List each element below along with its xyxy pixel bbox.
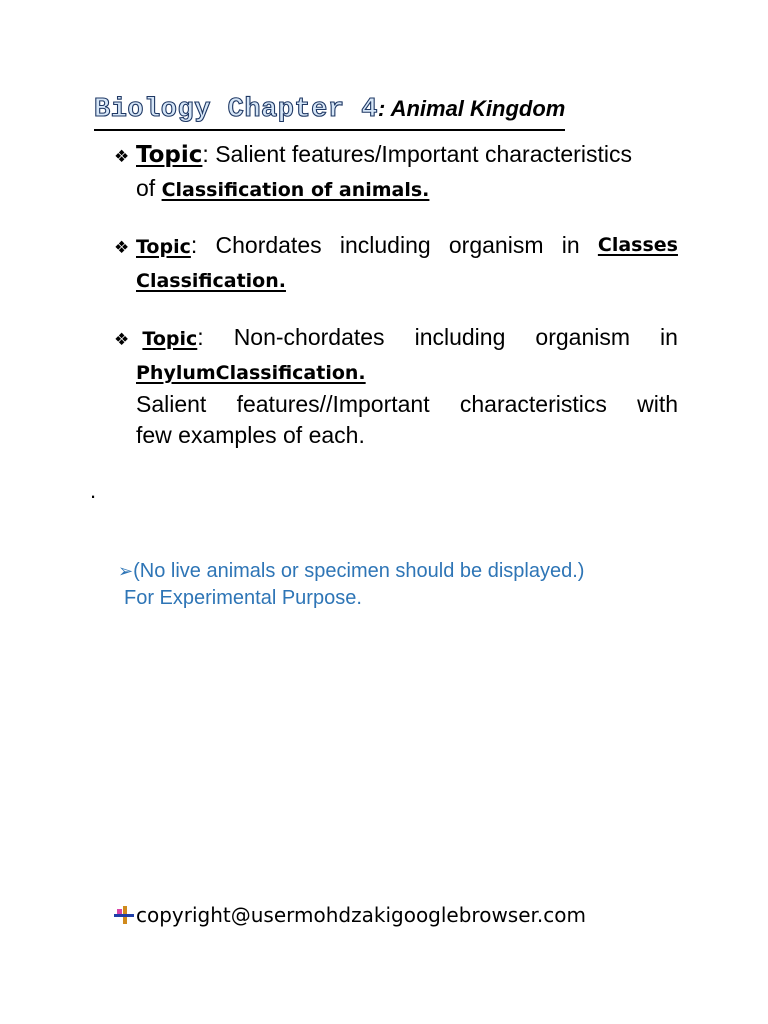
copyright-footer bbox=[114, 900, 586, 930]
topic-word: organism bbox=[448, 232, 544, 258]
topic-word: including bbox=[339, 232, 431, 258]
topic-block-1 bbox=[114, 139, 678, 206]
note-line-1: (No live animals or specimen should be displayed.) bbox=[133, 560, 585, 582]
topic-word: organism bbox=[535, 324, 631, 350]
topic-colon: : bbox=[197, 324, 204, 350]
topic-description: Salient features//Important characteristics with bbox=[136, 391, 678, 417]
diamond-bullet-icon: ❖ bbox=[114, 147, 130, 167]
topic-word: in bbox=[561, 232, 580, 258]
title-main: Biology Chapter 4 bbox=[94, 95, 378, 125]
topic-keyword: Classification of animals. bbox=[161, 179, 430, 201]
topic-keyword: Classes bbox=[597, 234, 678, 256]
title-sub: : Animal Kingdom bbox=[377, 96, 566, 121]
topic-label: Topic bbox=[142, 328, 198, 350]
note-block bbox=[118, 558, 584, 612]
diamond-bullet-icon: ❖ bbox=[114, 238, 130, 258]
plus-bullet-icon bbox=[114, 904, 134, 926]
topic-word: including bbox=[414, 324, 506, 350]
topic-word: in bbox=[660, 324, 678, 350]
copyright-text: copyright@usermohdzakigooglebrowser.com bbox=[136, 903, 586, 927]
topic-word: Chordates bbox=[215, 232, 322, 258]
topic-label: Topic bbox=[136, 142, 203, 168]
stray-dot: . bbox=[90, 478, 97, 503]
topic-text: : Salient features/Important characteristics bbox=[202, 141, 632, 167]
diamond-bullet-icon: ❖ bbox=[114, 330, 130, 350]
page-title bbox=[94, 92, 565, 131]
note-line-2: For Experimental Purpose. bbox=[124, 587, 362, 609]
topic-description: few examples of each. bbox=[136, 422, 365, 448]
topic-block-3 bbox=[114, 322, 678, 451]
topic-cont-prefix: of bbox=[136, 175, 162, 201]
topic-keyword: Classification. bbox=[136, 270, 286, 292]
topic-keyword: PhylumClassification. bbox=[136, 362, 366, 384]
topic-label: Topic bbox=[136, 236, 191, 258]
topic-block-2 bbox=[114, 230, 678, 297]
arrow-bullet-icon: ➢ bbox=[118, 561, 134, 582]
topic-colon: : bbox=[190, 232, 198, 258]
topic-word: Non-chordates bbox=[233, 324, 385, 350]
